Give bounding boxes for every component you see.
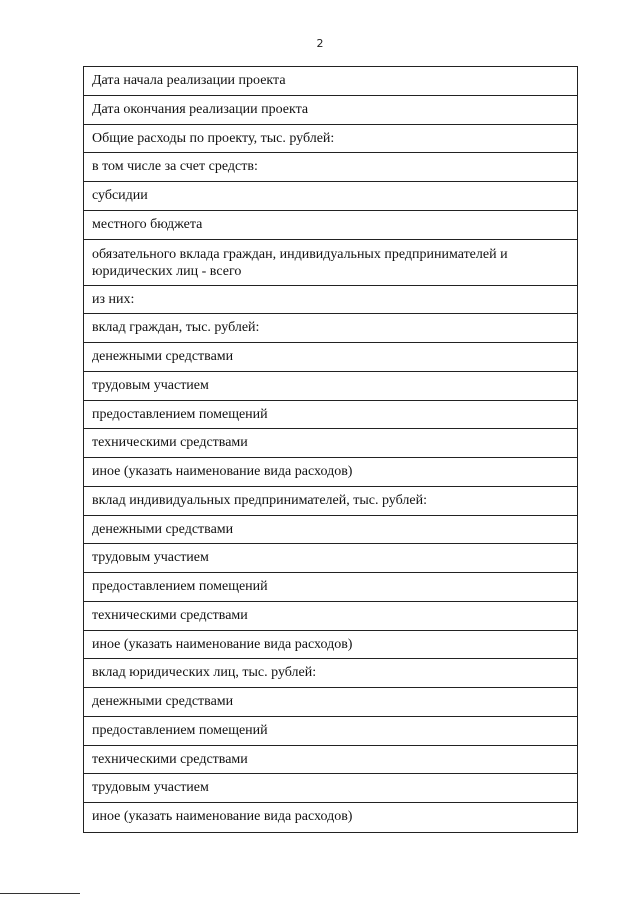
- table-row: техническими средствами: [84, 602, 577, 631]
- table-row: предоставлением помещений: [84, 401, 577, 430]
- project-budget-table: [83, 66, 578, 833]
- table-row: обязательного вклада граждан, индивидуальных предпринимателей и юридических лиц - всего: [84, 240, 577, 286]
- table-row: из них:: [84, 286, 577, 315]
- table-row: трудовым участием: [84, 774, 577, 803]
- table-row: предоставлением помещений: [84, 717, 577, 746]
- table-row: техническими средствами: [84, 429, 577, 458]
- table-row: техническими средствами: [84, 746, 577, 775]
- table-row: иное (указать наименование вида расходов): [84, 458, 577, 487]
- table-row: иное (указать наименование вида расходов): [92, 809, 353, 824]
- table-row: субсидии: [84, 182, 577, 211]
- table-row: вклад юридических лиц, тыс. рублей:: [84, 659, 577, 688]
- table-row: Общие расходы по проекту, тыс. рублей:: [84, 125, 577, 154]
- table-row: в том числе за счет средств:: [84, 153, 577, 182]
- table-row: денежными средствами: [84, 516, 577, 545]
- page-number: 2: [316, 37, 324, 50]
- table-row: вклад граждан, тыс. рублей:: [84, 314, 577, 343]
- table-row: денежными средствами: [84, 688, 577, 717]
- table-row: иное (указать наименование вида расходов): [84, 631, 577, 660]
- table-row: трудовым участием: [84, 544, 577, 573]
- table-row: денежными средствами: [84, 343, 577, 372]
- table-row: предоставлением помещений: [84, 573, 577, 602]
- table-row: местного бюджета: [84, 211, 577, 240]
- table-row: Дата окончания реализации проекта: [84, 96, 577, 125]
- table-row: Дата начала реализации проекта: [84, 67, 577, 96]
- table-row: трудовым участием: [84, 372, 577, 401]
- table-row: вклад индивидуальных предпринимателей, тыс. рублей:: [84, 487, 577, 516]
- footer-divider: [0, 893, 80, 894]
